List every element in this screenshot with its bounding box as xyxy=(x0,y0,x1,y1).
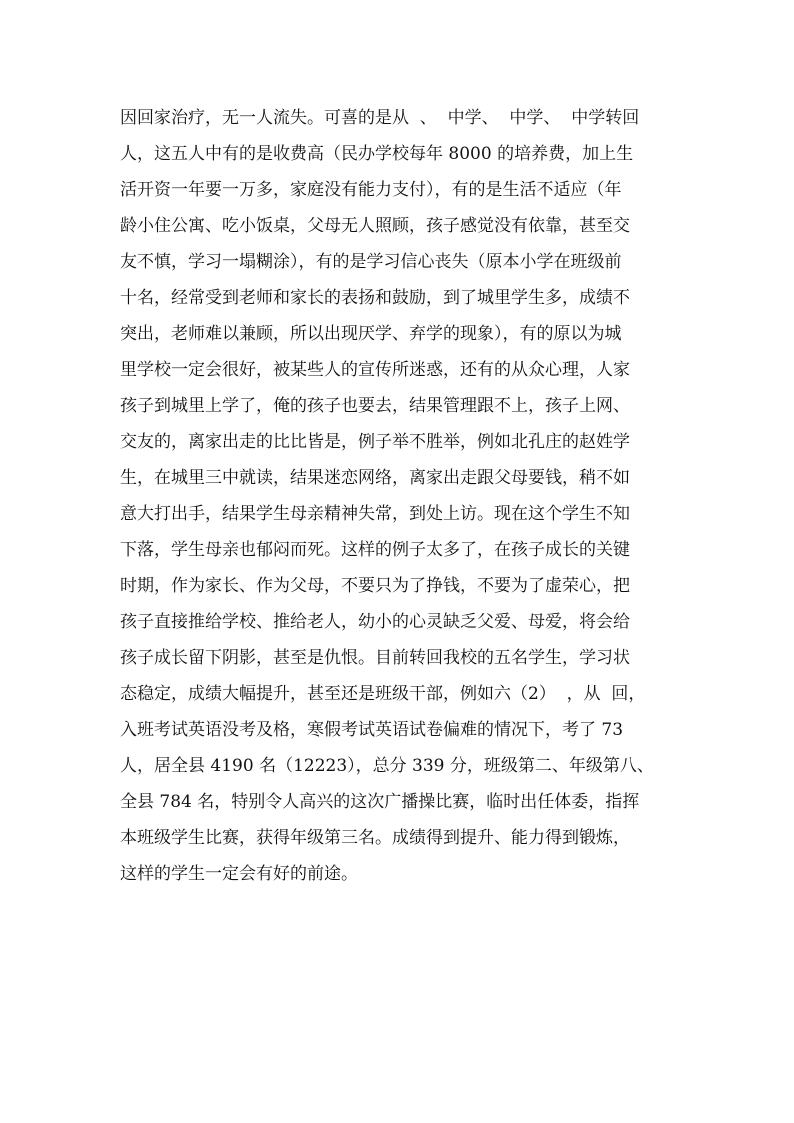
text-line: 生，在城里三中就读，结果迷恋网络，离家出走跟父母要钱，稍不如 xyxy=(120,468,630,488)
text-line: 时期，作为家长、作为父母，不要只为了挣钱，不要为了虚荣心，把 xyxy=(120,576,630,596)
text-line: 全县 784 名，特别令人高兴的这次广播操比赛，临时出任体委，指挥 xyxy=(120,792,640,812)
text-line: 这样的学生一定会有好的前途。 xyxy=(120,864,358,884)
text-line: 孩子成长留下阴影，甚至是仇恨。目前转回我校的五名学生，学习状 xyxy=(120,648,630,668)
text-line: 友不慎，学习一塌糊涂），有的是学习信心丧失（原本小学在班级前 xyxy=(120,252,622,272)
text-line: 里学校一定会很好，被某些人的宣传所迷惑，还有的从众心理，人家 xyxy=(120,360,630,380)
text-line: 人，居全县 4190 名（12223），总分 339 分，班级第二、年级第八、 xyxy=(120,756,654,776)
text-line: 十名，经常受到老师和家长的表扬和鼓励，到了城里学生多，成绩不 xyxy=(120,288,630,308)
text-line: 本班级学生比赛，获得年级第三名。成绩得到提升、能力得到锻炼， xyxy=(120,828,630,848)
text-line: 人，这五人中有的是收费高（民办学校每年 8000 的培养费，加上生 xyxy=(120,144,634,164)
text-line: 入班考试英语没考及格，寒假考试英语试卷偏难的情况下，考了 73 xyxy=(120,720,624,740)
text-line: 龄小住公寓、吃小饭桌，父母无人照顾，孩子感觉没有依靠，甚至交 xyxy=(120,216,630,236)
text-line: 突出，老师难以兼顾，所以出现厌学、弃学的现象），有的原以为城 xyxy=(120,324,622,344)
text-line: 孩子到城里上学了，俺的孩子也要去，结果管理跟不上，孩子上网、 xyxy=(120,396,630,416)
text-line: 孩子直接推给学校、推给老人，幼小的心灵缺乏父爱、母爱，将会给 xyxy=(120,612,630,632)
text-line: 交友的，离家出走的比比皆是，例子举不胜举，例如北孔庄的赵姓学 xyxy=(120,432,630,452)
text-line: 态稳定，成绩大幅提升，甚至还是班级干部，例如六（2） ，从 回， xyxy=(120,684,646,704)
text-line: 活开资一年要一万多，家庭没有能力支付），有的是生活不适应（年 xyxy=(120,180,622,200)
text-line: 因回家治疗，无一人流失。可喜的是从 、 中学、 中学、 中学转回 xyxy=(120,108,640,128)
body-paragraph xyxy=(120,100,680,892)
text-line: 下落，学生母亲也郁闷而死。这样的例子太多了，在孩子成长的关键 xyxy=(120,540,630,560)
text-line: 意大打出手，结果学生母亲精神失常，到处上访。现在这个学生不知 xyxy=(120,504,630,524)
